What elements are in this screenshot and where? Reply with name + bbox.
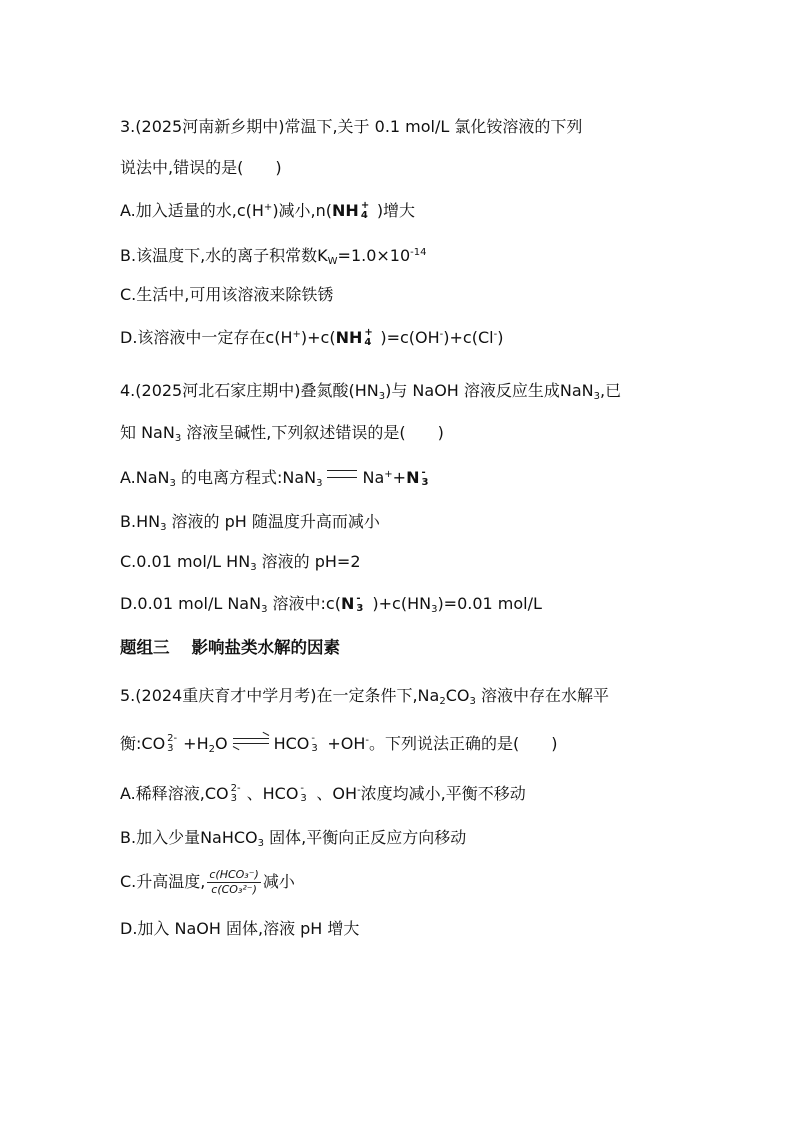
section-heading-label: 题组三 [120, 638, 170, 657]
question-4-option-a: A.NaN$_3$ 的电离方程式:NaN$_3$ Na++N - 3 [120, 467, 429, 489]
question-5-option-c: C.升高温度, $\frac{\text{c(HCO₃⁻)}}{\text{c(CO₃²⁻)}}$ 减小 [120, 868, 295, 896]
question-4-option-b: $B.HN_3$ 溶液的 pH 随温度升高而减小 [120, 512, 380, 533]
concentration-ratio: $\frac{\text{c(HCO₃⁻)}}{\text{c(CO₃²⁻)}}$ [209, 868, 259, 896]
question-5-option-a: A.稀释溶液,CO 2- 3 、HCO - 3 、OH-浓度均减小,平衡不移动 [120, 783, 526, 804]
question-5-option-d: D.加入 NaOH 固体,溶液 pH 增大 [120, 919, 360, 938]
question-3-option-a: A.加入适量的水,c(H+)减小,n(NH + 4 )增大 [120, 200, 416, 221]
question-3-option-b: B.该温度下,水的离子积常数$K_W=1.0\times 10^{-14}$ [120, 246, 427, 267]
question-5-stem-line-1: 5.(2024重庆育才中学月考)在一定条件下$,Na_2CO_3$ 溶液中存在水解平 [120, 686, 609, 707]
question-4-stem-line-1: 4.(2025河北石家庄期中)叠氮酸$(HN_3)$与 NaOH 溶液反应生成NaN$_3$,已 [120, 381, 622, 402]
question-4-stem-line-2: 知 NaN$_3$ 溶液呈碱性,下列叙述错误的是( ) [120, 423, 444, 444]
question-3-option-c: C.生活中,可用该溶液来除铁锈 [120, 285, 334, 304]
section-heading [120, 636, 680, 660]
question-3-stem-line-1: 3.(2025河南新乡期中)常温下,关于 0.1 mol/L 氯化铵溶液的下列 [120, 117, 583, 136]
question-3-option-d: D.该溶液中一定存在c(H+)+c(NH + 4 )=c(OH-)+c(Cl-) [120, 327, 504, 348]
question-4-option-c: C.0.01 mol/L $HN_3$ 溶液的 pH=2 [120, 552, 361, 573]
equilibrium-arrow [233, 737, 269, 745]
section-heading-title: 影响盐类水解的因素 [191, 638, 340, 657]
ionization-arrow [327, 470, 357, 478]
question-5-option-b: B.加入少量NaHCO$_3$ 固体,平衡向正反应方向移动 [120, 828, 467, 849]
question-4-option-d: D.0.01 mol/L NaN$_3$ 溶液中:c(N - 3 )$+c(HN_3)=0.01$ mol/L [120, 593, 542, 615]
question-5-stem-line-2: 衡:CO 2- 3 $+H_2O$ HCO - 3 +OH-。下列说法正确的是( ) [120, 733, 558, 755]
question-3-stem-line-2: 说法中,错误的是( ) [120, 158, 282, 177]
